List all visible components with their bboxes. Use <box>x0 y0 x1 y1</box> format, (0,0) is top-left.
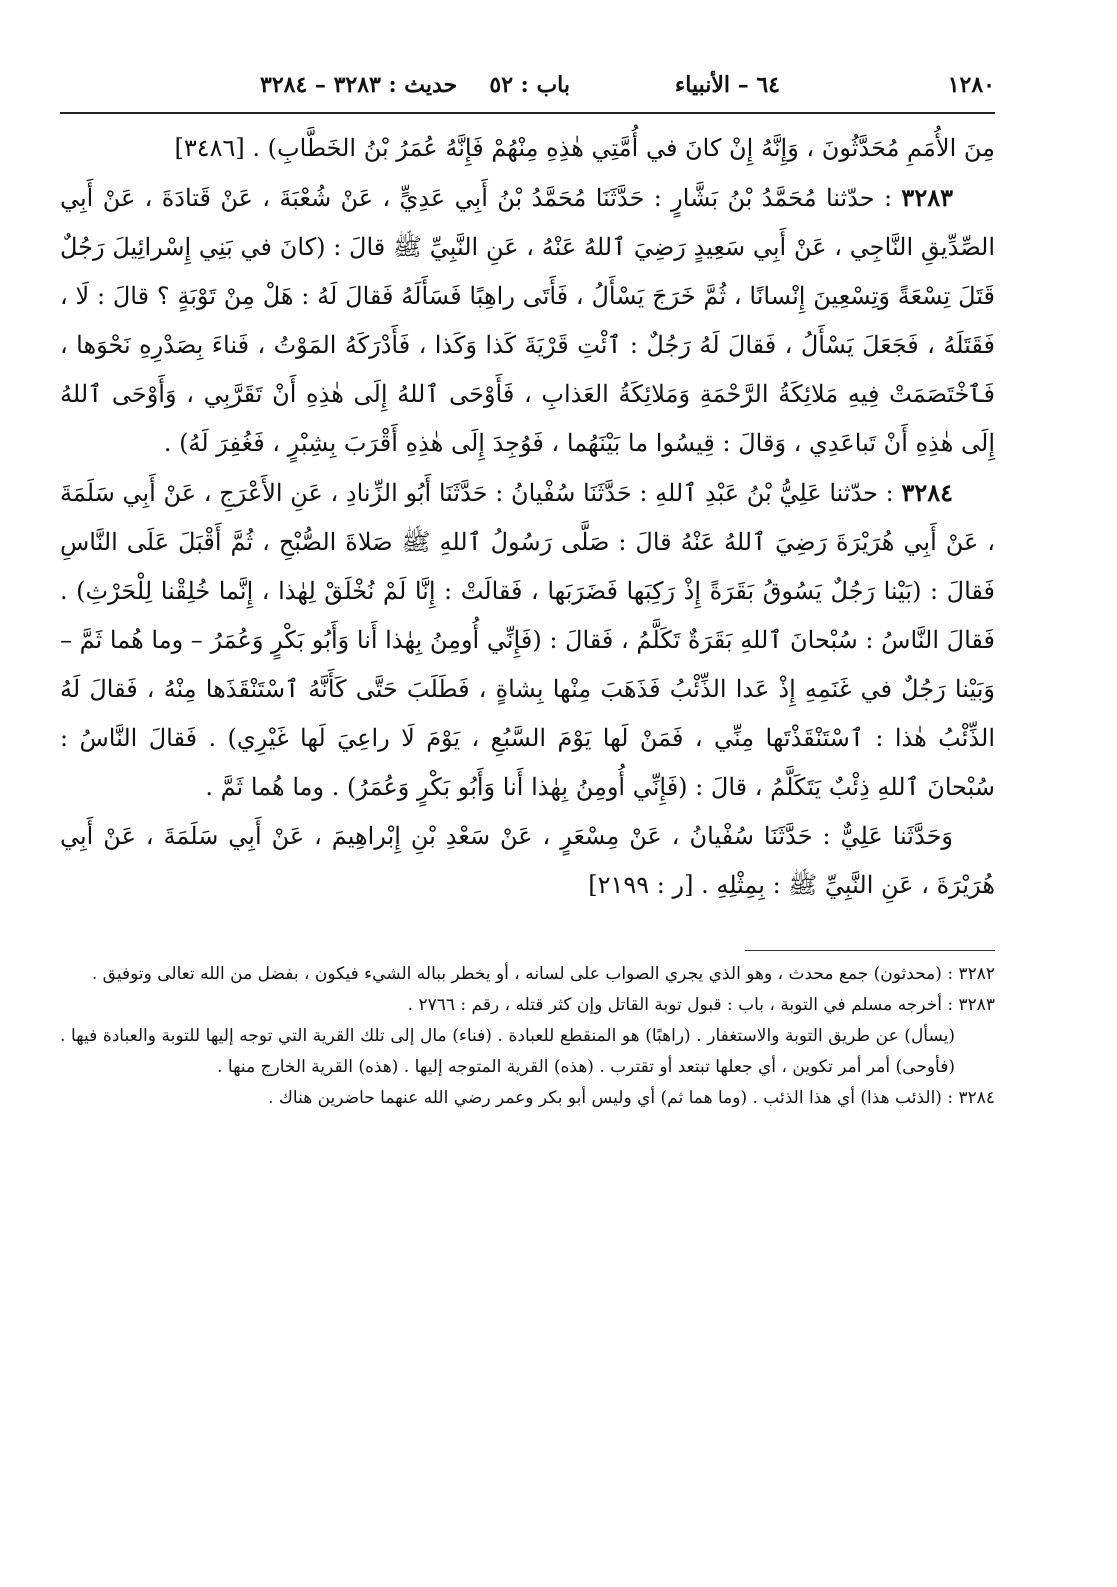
continuation-paragraph: مِنَ الأُمَمِ مُحَدَّثُونَ ، وَإِنَّهُ إِنْ كانَ في أُمَّتِي هٰذِهِ مِنْهُمْ فَإِنَّهُ عُمَرُ بْنُ الخَطَّابِ) . [٣٤٨٦] <box>174 134 995 162</box>
hadith-number: ٣٢٨٤ <box>901 478 953 507</box>
footnotes <box>60 959 995 1114</box>
chapter-label: باب : ٥٢ <box>489 72 570 98</box>
hadith-number: ٣٢٨٣ <box>901 183 953 212</box>
book-title: ٦٤ – الأنبياء <box>674 72 780 98</box>
hadith-text: : حدّثنا مُحَمَّدُ بْنُ بَشَّارٍ : حَدَّثَنَا مُحَمَّدُ بْنُ أَبِي عَدِيٍّ ، عَنْ شُعْبَةَ ، عَنْ قَتادَةَ ، عَنْ أَبِي الصِّدِّيقِ النَّاجِي ، عَنْ أَبِي سَعِيدٍ رَضِيَ ٱللهُ عَنْهُ ، عَنِ النَّبِيِّ ﷺ قالَ : (كانَ في بَنِي إِسْرائِيلَ رَجُلٌ قَتَلَ تِسْعَةً وَتِسْعِينَ إِنْسانًا ، ثُمَّ خَرَجَ يَسْأَلُ ، فَأَتَى راهِبًا فَسَأَلَهُ فَقالَ لَهُ : هَلْ مِنْ تَوْبَةٍ ؟ قالَ : لَا ، فَقَتَلَهُ ، فَجَعَلَ يَسْأَلُ ، فَقالَ لَهُ رَجُلٌ : ٱئْتِ قَرْيَةَ كَذا وَكَذا ، فَأَدْرَكَهُ المَوْتُ ، فَناءَ بِصَدْرِهِ نَحْوَها ، فَٱخْتَصَمَتْ فِيهِ مَلائِكَةُ الرَّحْمَةِ وَمَلائِكَةُ العَذابِ ، فَأَوْحَى ٱللهُ إِلَى هٰذِهِ أَنْ تَقَرَّبِي ، وَأَوْحَى ٱللهُ إِلَى هٰذِهِ أَنْ تَباعَدِي ، وَقالَ : قِيسُوا ما بَيْنَهُما ، فَوُجِدَ إِلَى هٰذِهِ أَقْرَبَ بِشِبْرٍ ، فَغُفِرَ لَهُ) . <box>60 184 995 457</box>
page-number: ١٢٨٠ <box>947 72 995 98</box>
hadith-3284-alt-chain: وَحَدَّثَنا عَلِيٌّ : حَدَّثَنَا سُفْيانُ ، عَنْ مِسْعَرٍ ، عَنْ سَعْدِ بْنِ إِبْراهِيمَ ، عَنْ أَبِي سَلَمَةَ ، عَنْ أَبِي هُرَيْرَةَ ، عَنِ النَّبِيِّ ﷺ : بِمِثْلِهِ . [ر : ٢١٩٩] <box>60 822 995 899</box>
hadith-3283 <box>60 173 995 468</box>
footnote-3282: ٣٢٨٢ : (محدثون) جمع محدث ، وهو الذي يجري الصواب على لسانه ، أو يخطر بباله الشيء فيكون ، بفضل من الله تعالى وتوفيق . <box>91 964 995 984</box>
footnote-3283-gloss: (يسأل) عن طريق التوبة والاستغفار . (راهبًا) هو المنقطع للعبادة . (فناء) مال إلى تلك القرية التي توجه إليها للتوبة والعبادة فيها . (فأوحى) أمر أمر تكوين ، أي جعلها تبتعد أو تقترب . (هذه) القرية المتوجه إليها . (هذه) القرية الخارج منها . <box>60 1026 955 1077</box>
main-text <box>60 124 995 910</box>
footnote-3283: ٣٢٨٣ : أخرجه مسلم في التوبة ، باب : قبول توبة القاتل وإن كثر قتله ، رقم : ٢٧٦٦ . <box>407 995 995 1015</box>
hadith-text: : حدّثنا عَلِيُّ بْنُ عَبْدِ ٱللهِ : حَدَّثَنَا سُفْيانُ : حَدَّثَنَا أَبُو الزِّنادِ ، عَنِ الأَعْرَجِ ، عَنْ أَبِي سَلَمَةَ ، عَنْ أَبِي هُرَيْرَةَ رَضِيَ ٱللهُ عَنْهُ قالَ : صَلَّى رَسُولُ ٱللهِ ﷺ صَلاةَ الصُّبْحِ ، ثُمَّ أَقْبَلَ عَلَى النَّاسِ فَقالَ : (بَيْنا رَجُلٌ يَسُوقُ بَقَرَةً إِذْ رَكِبَها فَضَرَبَها ، فَقالَتْ : إِنَّا لَمْ نُخْلَقْ لِهٰذا ، إِنَّما خُلِقْنا لِلْحَرْثِ) . فَقالَ النَّاسُ : سُبْحانَ ٱللهِ بَقَرَةٌ تَكَلَّمُ ، فَقالَ : (فَإِنِّي أُومِنُ بِهٰذا أَنا وَأَبُو بَكْرٍ وَعُمَرُ – وما هُما ثَمَّ – وَبَيْنا رَجُلٌ في غَنَمِهِ إِذْ عَدا الذِّئْبُ فَذَهَبَ مِنْها بِشاةٍ ، فَطَلَبَ حَتَّى كَأَنَّهُ ٱسْتَنْقَذَها مِنْهُ ، فَقالَ لَهُ الذِّئْبُ هٰذا : ٱسْتَنْقَذْتَها مِنِّي ، فَمَنْ لَها يَوْمَ السَّبُعِ ، يَوْمَ لَا راعِيَ لَها غَيْرِي) . فَقالَ النَّاسُ : سُبْحانَ ٱللهِ ذِئْبٌ يَتَكَلَّمُ ، قالَ : (فَإِنِّي أُومِنُ بِهٰذا أَنا وَأَبُو بَكْرٍ وَعُمَرُ) . وما هُما ثَمَّ . <box>60 479 995 801</box>
hadith-range: حديث : ٣٢٨٣ – ٣٢٨٤ <box>260 72 458 98</box>
hadith-3284 <box>60 468 995 812</box>
running-header <box>60 64 995 114</box>
footnote-3284: ٣٢٨٤ : (الذئب هذا) أي هذا الذئب . (وما هما ثم) أي وليس أبو بكر وعمر رضي الله عنهما حاضرين هناك . <box>268 1088 995 1108</box>
footnote-divider <box>745 950 995 951</box>
book-page <box>60 64 995 1524</box>
